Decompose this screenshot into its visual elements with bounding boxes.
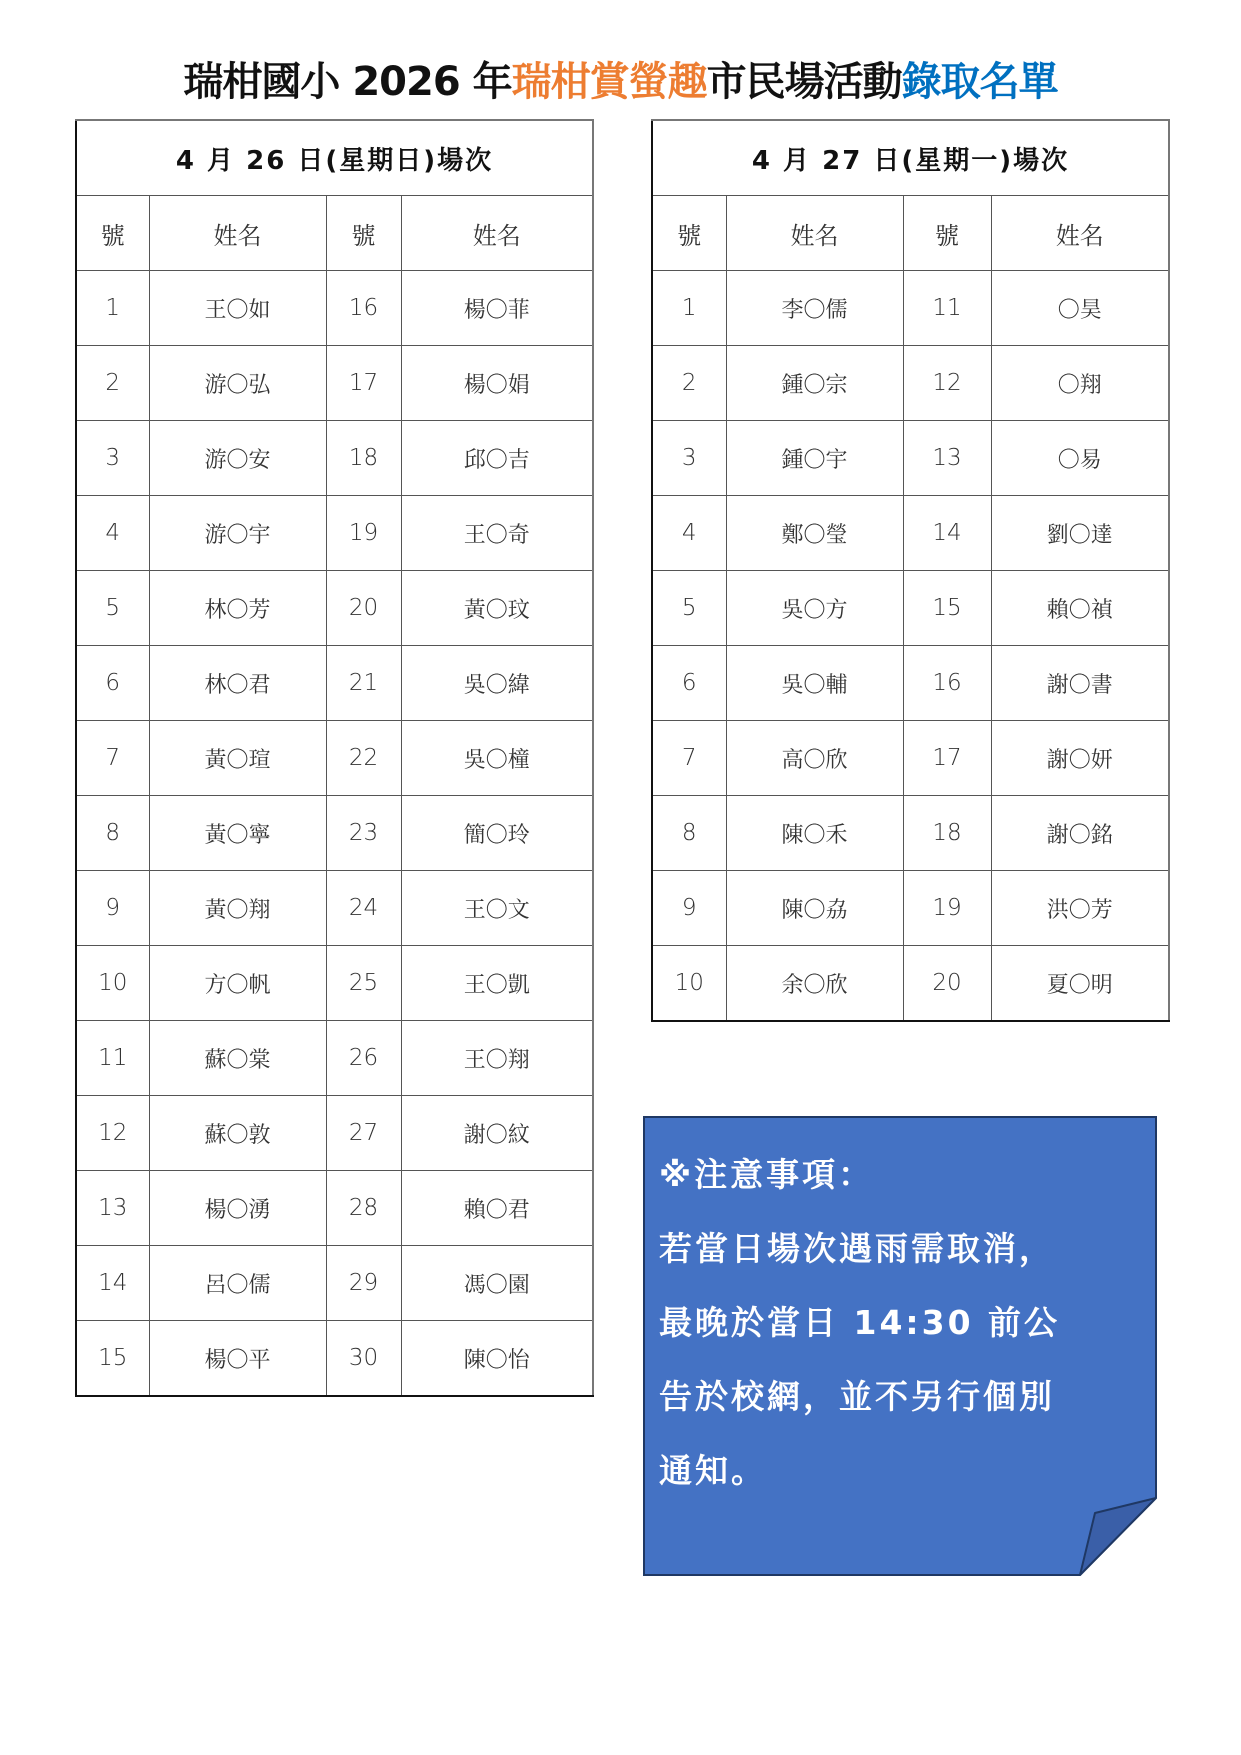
row-number: 3 bbox=[652, 421, 726, 496]
row-number: 22 bbox=[326, 721, 401, 796]
row-number: 11 bbox=[903, 271, 991, 346]
table-row bbox=[76, 346, 593, 421]
participant-name: 鍾〇宇 bbox=[726, 421, 903, 496]
session-table-apr26 bbox=[75, 119, 594, 1397]
participant-name: 謝〇銘 bbox=[991, 796, 1169, 871]
table-row bbox=[76, 1021, 593, 1096]
participant-name: 馮〇園 bbox=[401, 1246, 593, 1321]
participant-name: 謝〇書 bbox=[991, 646, 1169, 721]
table-row bbox=[76, 421, 593, 496]
row-number: 1 bbox=[76, 271, 149, 346]
column-header-name: 姓名 bbox=[726, 196, 903, 271]
table-row bbox=[76, 946, 593, 1021]
participant-name: 吳〇橦 bbox=[401, 721, 593, 796]
session-title: 4 月 26 日(星期日)場次 bbox=[76, 120, 593, 196]
title-event-type: 市民場活動 bbox=[706, 59, 902, 105]
row-number: 4 bbox=[76, 496, 149, 571]
table-row bbox=[76, 1096, 593, 1171]
participant-name: 王〇文 bbox=[401, 871, 593, 946]
row-number: 17 bbox=[903, 721, 991, 796]
table-row bbox=[652, 271, 1169, 346]
participant-name: 謝〇妍 bbox=[991, 721, 1169, 796]
table-row bbox=[76, 1321, 593, 1397]
session-table-apr27 bbox=[651, 119, 1170, 1022]
participant-name: 黃〇寧 bbox=[149, 796, 326, 871]
row-number: 7 bbox=[76, 721, 149, 796]
row-number: 8 bbox=[76, 796, 149, 871]
row-number: 13 bbox=[76, 1171, 149, 1246]
table-row bbox=[652, 646, 1169, 721]
row-number: 9 bbox=[76, 871, 149, 946]
row-number: 20 bbox=[903, 946, 991, 1022]
column-header-number: 號 bbox=[326, 196, 401, 271]
participant-name: 方〇帆 bbox=[149, 946, 326, 1021]
row-number: 25 bbox=[326, 946, 401, 1021]
row-number: 3 bbox=[76, 421, 149, 496]
participant-name: 蘇〇敦 bbox=[149, 1096, 326, 1171]
participant-name: 游〇宇 bbox=[149, 496, 326, 571]
row-number: 10 bbox=[652, 946, 726, 1022]
row-number: 18 bbox=[326, 421, 401, 496]
notice-box bbox=[643, 1116, 1156, 1575]
notice-line: 告於校網，並不另行個別 bbox=[659, 1377, 1055, 1416]
participant-name: 游〇安 bbox=[149, 421, 326, 496]
table-row bbox=[76, 571, 593, 646]
row-number: 26 bbox=[326, 1021, 401, 1096]
row-number: 30 bbox=[326, 1321, 401, 1397]
page-title bbox=[0, 52, 1241, 112]
table-row bbox=[76, 496, 593, 571]
row-number: 21 bbox=[326, 646, 401, 721]
table-row bbox=[652, 421, 1169, 496]
row-number: 17 bbox=[326, 346, 401, 421]
table-row bbox=[652, 721, 1169, 796]
participant-name: 黃〇瑄 bbox=[149, 721, 326, 796]
row-number: 5 bbox=[652, 571, 726, 646]
row-number: 8 bbox=[652, 796, 726, 871]
participant-name: 游〇弘 bbox=[149, 346, 326, 421]
table-row bbox=[76, 646, 593, 721]
table-row bbox=[76, 1246, 593, 1321]
row-number: 14 bbox=[76, 1246, 149, 1321]
participant-name: 〇翔 bbox=[991, 346, 1169, 421]
column-header-number: 號 bbox=[76, 196, 149, 271]
row-number: 10 bbox=[76, 946, 149, 1021]
table-row bbox=[652, 346, 1169, 421]
participant-name: 陳〇劦 bbox=[726, 871, 903, 946]
row-number: 1 bbox=[652, 271, 726, 346]
row-number: 13 bbox=[903, 421, 991, 496]
row-number: 15 bbox=[76, 1321, 149, 1397]
participant-name: 吳〇輔 bbox=[726, 646, 903, 721]
column-header-number: 號 bbox=[652, 196, 726, 271]
notice-text bbox=[659, 1138, 1139, 1508]
participant-name: 楊〇菲 bbox=[401, 271, 593, 346]
participant-name: 林〇君 bbox=[149, 646, 326, 721]
column-header-number: 號 bbox=[903, 196, 991, 271]
row-number: 5 bbox=[76, 571, 149, 646]
row-number: 12 bbox=[76, 1096, 149, 1171]
table-row bbox=[76, 796, 593, 871]
row-number: 18 bbox=[903, 796, 991, 871]
participant-name: 謝〇紋 bbox=[401, 1096, 593, 1171]
participant-name: 王〇如 bbox=[149, 271, 326, 346]
row-number: 6 bbox=[76, 646, 149, 721]
row-number: 6 bbox=[652, 646, 726, 721]
participant-name: 吳〇方 bbox=[726, 571, 903, 646]
participant-name: 簡〇玲 bbox=[401, 796, 593, 871]
title-event-name: 瑞柑賞螢趣 bbox=[511, 59, 707, 105]
row-number: 11 bbox=[76, 1021, 149, 1096]
table-row bbox=[652, 496, 1169, 571]
row-number: 29 bbox=[326, 1246, 401, 1321]
row-number: 12 bbox=[903, 346, 991, 421]
table-row bbox=[652, 871, 1169, 946]
notice-line: 若當日場次遇雨需取消， bbox=[659, 1229, 1055, 1268]
participant-name: 〇易 bbox=[991, 421, 1169, 496]
participant-name: 王〇凱 bbox=[401, 946, 593, 1021]
row-number: 16 bbox=[326, 271, 401, 346]
row-number: 4 bbox=[652, 496, 726, 571]
column-header-row bbox=[76, 196, 593, 271]
row-number: 27 bbox=[326, 1096, 401, 1171]
participant-name: 黃〇翔 bbox=[149, 871, 326, 946]
notice-heading: ※注意事項： bbox=[659, 1155, 875, 1194]
participant-name: 陳〇怡 bbox=[401, 1321, 593, 1397]
table-row bbox=[76, 871, 593, 946]
column-header-name: 姓名 bbox=[401, 196, 593, 271]
table-row bbox=[76, 1171, 593, 1246]
participant-name: 洪〇芳 bbox=[991, 871, 1169, 946]
row-number: 19 bbox=[903, 871, 991, 946]
row-number: 2 bbox=[76, 346, 149, 421]
table-row bbox=[76, 271, 593, 346]
participant-name: 高〇欣 bbox=[726, 721, 903, 796]
participant-name: 吳〇緯 bbox=[401, 646, 593, 721]
participant-name: 夏〇明 bbox=[991, 946, 1169, 1022]
participant-name: 楊〇娟 bbox=[401, 346, 593, 421]
participant-name: 賴〇君 bbox=[401, 1171, 593, 1246]
participant-name: 黃〇玟 bbox=[401, 571, 593, 646]
row-number: 28 bbox=[326, 1171, 401, 1246]
participant-name: 劉〇達 bbox=[991, 496, 1169, 571]
participant-name: 鄭〇瑩 bbox=[726, 496, 903, 571]
title-admission-list: 錄取名單 bbox=[901, 59, 1058, 105]
participant-name: 楊〇平 bbox=[149, 1321, 326, 1397]
column-header-name: 姓名 bbox=[149, 196, 326, 271]
row-number: 14 bbox=[903, 496, 991, 571]
column-header-row bbox=[652, 196, 1169, 271]
row-number: 15 bbox=[903, 571, 991, 646]
table-row bbox=[652, 571, 1169, 646]
participant-name: 賴〇禎 bbox=[991, 571, 1169, 646]
table-row bbox=[652, 796, 1169, 871]
notice-line: 通知。 bbox=[659, 1451, 767, 1490]
row-number: 7 bbox=[652, 721, 726, 796]
participant-name: 鍾〇宗 bbox=[726, 346, 903, 421]
row-number: 9 bbox=[652, 871, 726, 946]
title-school-year: 瑞柑國小 2026 年 bbox=[183, 59, 512, 105]
session-title: 4 月 27 日(星期一)場次 bbox=[652, 120, 1169, 196]
participant-name: 楊〇湧 bbox=[149, 1171, 326, 1246]
row-number: 19 bbox=[326, 496, 401, 571]
row-number: 24 bbox=[326, 871, 401, 946]
participant-name: 蘇〇棠 bbox=[149, 1021, 326, 1096]
table-row bbox=[652, 946, 1169, 1022]
participant-name: 林〇芳 bbox=[149, 571, 326, 646]
row-number: 16 bbox=[903, 646, 991, 721]
column-header-name: 姓名 bbox=[991, 196, 1169, 271]
participant-name: 王〇奇 bbox=[401, 496, 593, 571]
row-number: 23 bbox=[326, 796, 401, 871]
participant-name: 呂〇儒 bbox=[149, 1246, 326, 1321]
participant-name: 邱〇吉 bbox=[401, 421, 593, 496]
participant-name: 余〇欣 bbox=[726, 946, 903, 1022]
table-row bbox=[76, 721, 593, 796]
row-number: 20 bbox=[326, 571, 401, 646]
participant-name: 陳〇禾 bbox=[726, 796, 903, 871]
participant-name: 王〇翔 bbox=[401, 1021, 593, 1096]
row-number: 2 bbox=[652, 346, 726, 421]
participant-name: 〇昊 bbox=[991, 271, 1169, 346]
notice-line: 最晚於當日 14:30 前公 bbox=[659, 1303, 1061, 1342]
participant-name: 李〇儒 bbox=[726, 271, 903, 346]
